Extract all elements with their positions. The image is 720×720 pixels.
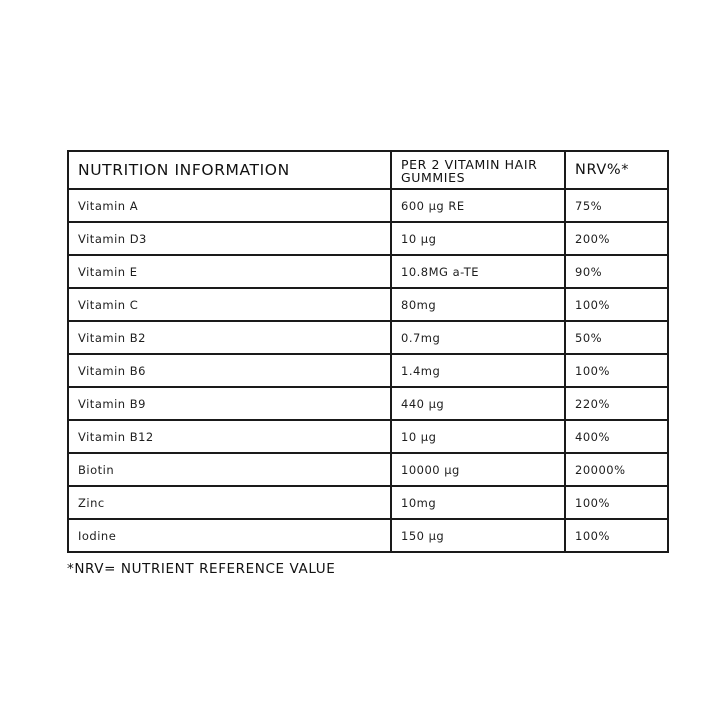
table-header	[68, 151, 668, 189]
nutrient-amount: 80mg	[391, 288, 565, 321]
nutrient-amount: 10000 µg	[391, 453, 565, 486]
nutrient-name: Vitamin B6	[68, 354, 391, 387]
table-row	[68, 420, 668, 453]
nutrient-nrv: 100%	[565, 519, 668, 552]
nutrient-nrv: 400%	[565, 420, 668, 453]
table-row	[68, 387, 668, 420]
table-body	[68, 189, 668, 552]
nutrient-amount: 600 µg RE	[391, 189, 565, 222]
table-row	[68, 519, 668, 552]
nrv-footnote: *NRV= NUTRIENT REFERENCE VALUE	[67, 561, 336, 577]
nutrient-name: Vitamin B2	[68, 321, 391, 354]
nutrient-amount: 10 µg	[391, 420, 565, 453]
table-row	[68, 222, 668, 255]
nutrition-table	[67, 150, 669, 553]
nutrient-amount: 1.4mg	[391, 354, 565, 387]
nutrient-nrv: 20000%	[565, 453, 668, 486]
table-row	[68, 255, 668, 288]
table-row	[68, 189, 668, 222]
table-row	[68, 321, 668, 354]
nutrient-name: Biotin	[68, 453, 391, 486]
nutrient-name: Vitamin B9	[68, 387, 391, 420]
nutrient-amount: 150 µg	[391, 519, 565, 552]
table-row	[68, 486, 668, 519]
nutrient-name: Vitamin D3	[68, 222, 391, 255]
nutrient-name: Vitamin E	[68, 255, 391, 288]
nutrient-nrv: 75%	[565, 189, 668, 222]
nutrient-name: Zinc	[68, 486, 391, 519]
nutrient-name: Vitamin B12	[68, 420, 391, 453]
header-nrv: NRV%*	[565, 151, 668, 189]
nutrient-nrv: 50%	[565, 321, 668, 354]
nutrient-nrv: 90%	[565, 255, 668, 288]
table-row	[68, 453, 668, 486]
nutrient-amount: 10.8MG a-TE	[391, 255, 565, 288]
nutrient-amount: 10mg	[391, 486, 565, 519]
table-row	[68, 354, 668, 387]
nutrient-nrv: 220%	[565, 387, 668, 420]
header-per-serving: PER 2 VITAMIN HAIR GUMMIES	[391, 151, 565, 189]
nutrient-nrv: 100%	[565, 288, 668, 321]
table-row	[68, 288, 668, 321]
header-row	[68, 151, 668, 189]
nutrient-nrv: 200%	[565, 222, 668, 255]
nutrient-nrv: 100%	[565, 354, 668, 387]
nutrient-name: Iodine	[68, 519, 391, 552]
nutrient-amount: 0.7mg	[391, 321, 565, 354]
nutrient-nrv: 100%	[565, 486, 668, 519]
nutrient-amount: 440 µg	[391, 387, 565, 420]
nutrient-amount: 10 µg	[391, 222, 565, 255]
nutrient-name: Vitamin A	[68, 189, 391, 222]
header-nutrition-information: NUTRITION INFORMATION	[68, 151, 391, 189]
nutrient-name: Vitamin C	[68, 288, 391, 321]
